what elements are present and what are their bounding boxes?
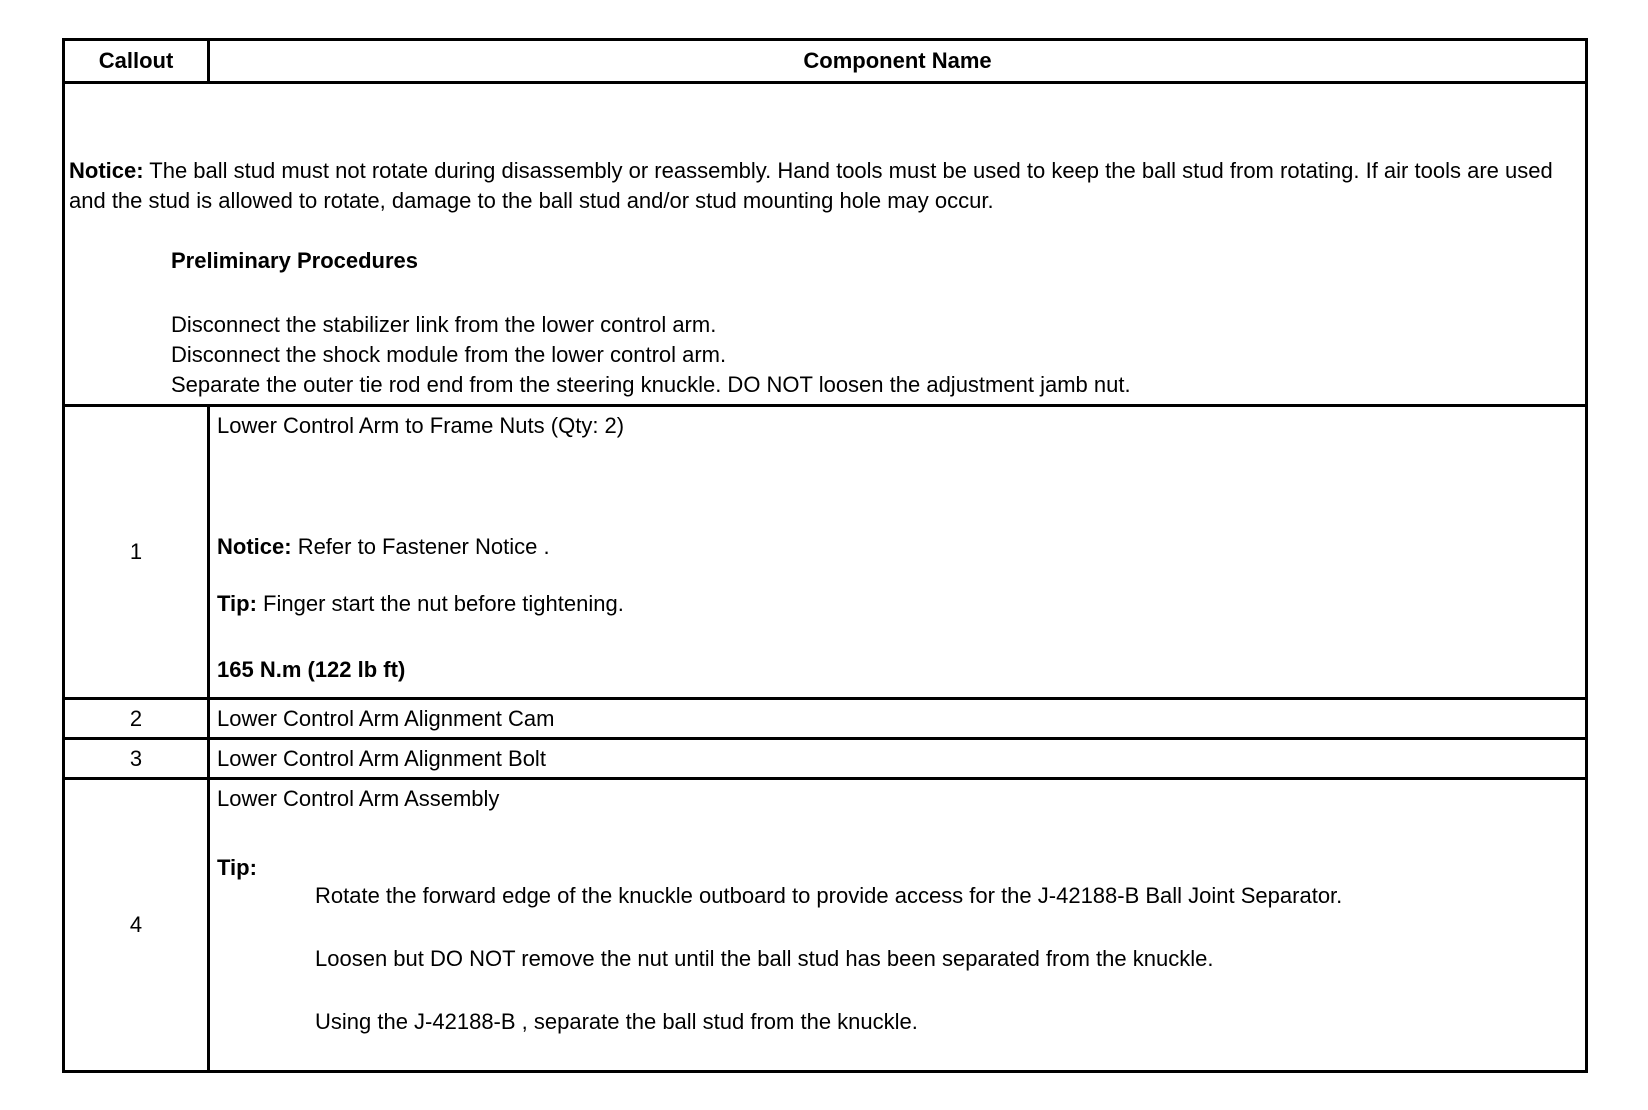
tip-label: Tip: <box>217 591 257 616</box>
component-cell <box>209 779 1587 1072</box>
table-row-callout-2 <box>64 699 1587 739</box>
tip-label: Tip: <box>217 855 257 880</box>
callout-number: 2 <box>64 699 209 739</box>
component-name-column-header: Component Name <box>209 40 1587 83</box>
callout-number: 4 <box>64 779 209 1072</box>
general-notice-label: Notice: <box>69 158 144 183</box>
callout-number: 1 <box>64 406 209 699</box>
notice-label: Notice: <box>217 534 292 559</box>
torque-spec: 165 N.m (122 lb ft) <box>217 657 406 682</box>
callout-column-header: Callout <box>64 40 209 83</box>
component-name: Lower Control Arm to Frame Nuts (Qty: 2) <box>217 413 625 438</box>
component-name: Lower Control Arm Assembly <box>217 786 500 811</box>
table-row-callout-3 <box>64 739 1587 779</box>
table-row-callout-4 <box>64 779 1587 1072</box>
tip-item: Rotate the forward edge of the knuckle outboard to provide access for the J-42188-B Ball Joint Separator. <box>315 883 1343 908</box>
notice-text: Refer to Fastener Notice . <box>297 534 550 559</box>
callout-number: 3 <box>64 739 209 779</box>
tip-item: Using the J-42188-B , separate the ball stud from the knuckle. <box>315 1009 918 1034</box>
component-name: Lower Control Arm Alignment Cam <box>209 699 1587 739</box>
general-notice-text: The ball stud must not rotate during disassembly or reassembly. Hand tools must be used to keep the ball stud from rotating. If air tools are used and the stud is allowed to rotate, damage to the ball stud and/or stud mounting hole may occur. <box>69 158 1553 213</box>
tip <box>217 591 624 617</box>
component-name: Lower Control Arm Alignment Bolt <box>209 739 1587 779</box>
tip-text: Finger start the nut before tightening. <box>263 591 624 616</box>
table-header-row <box>64 40 1587 83</box>
preliminary-step: Separate the outer tie rod end from the steering knuckle. DO NOT loosen the adjustment jamb nut. <box>171 372 1131 397</box>
component-cell <box>209 406 1587 699</box>
preliminary-procedures-title: Preliminary Procedures <box>171 248 419 273</box>
table-row-callout-1 <box>64 406 1587 699</box>
notice-row <box>64 83 1587 406</box>
preliminary-step: Disconnect the stabilizer link from the lower control arm. <box>171 312 717 337</box>
fastener-notice <box>217 534 550 560</box>
notice-cell <box>64 83 1587 406</box>
general-notice <box>69 156 1573 216</box>
preliminary-step: Disconnect the shock module from the lower control arm. <box>171 342 727 367</box>
component-table <box>62 38 1588 1073</box>
tip-item: Loosen but DO NOT remove the nut until the ball stud has been separated from the knuckle. <box>315 946 1214 971</box>
preliminary-procedures-list <box>171 310 1131 400</box>
